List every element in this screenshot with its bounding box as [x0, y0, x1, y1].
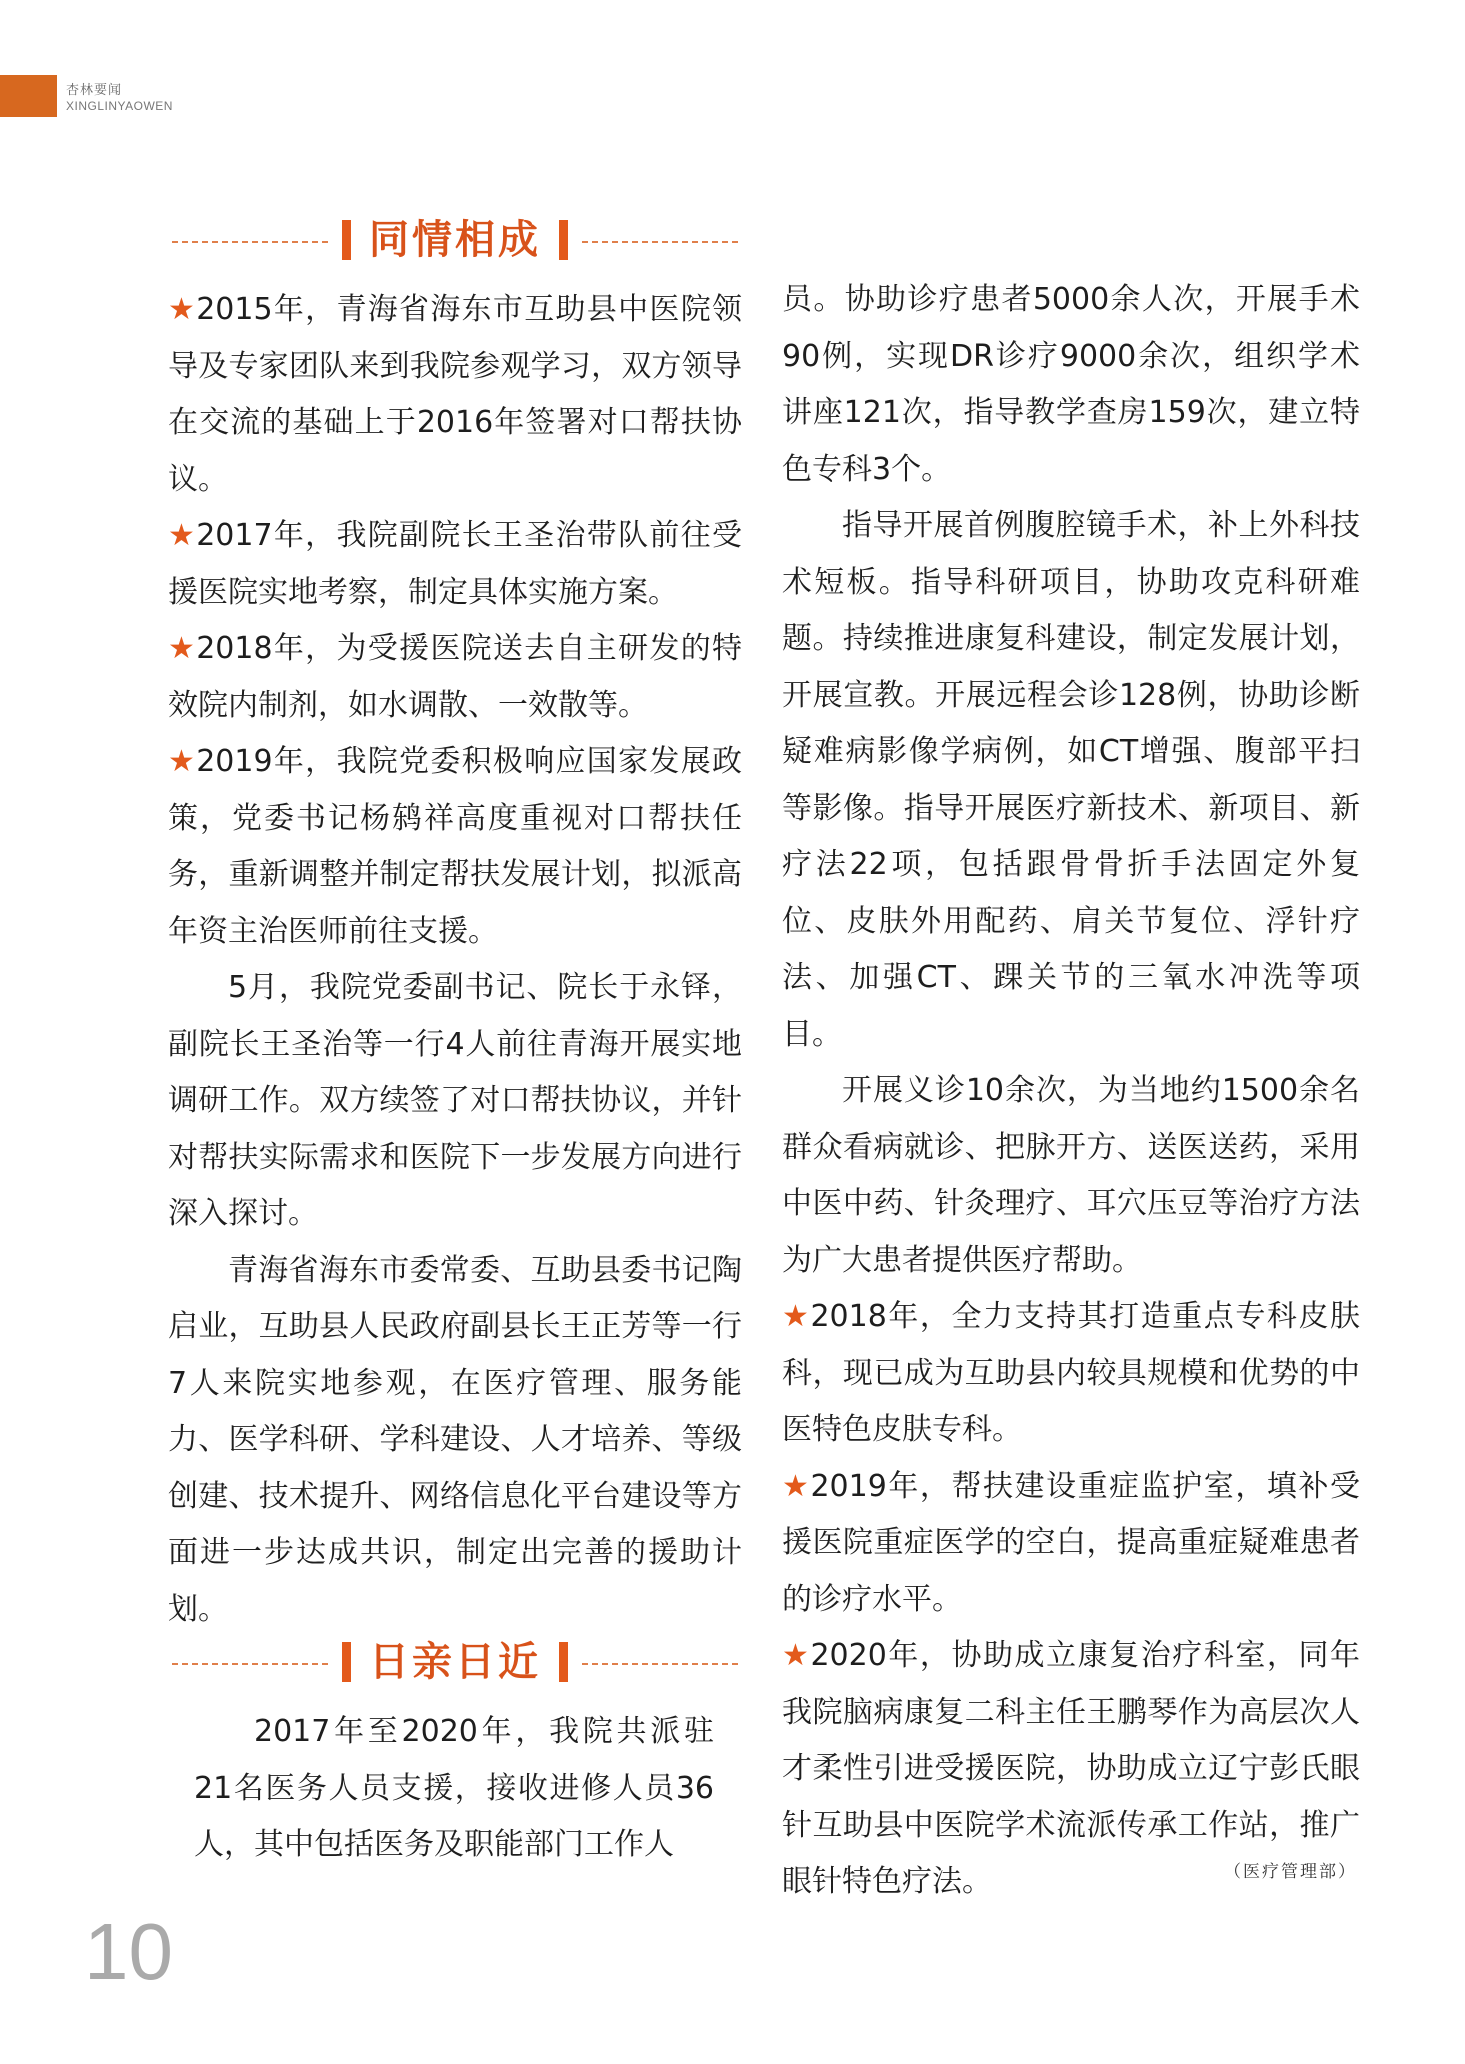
- paragraph: 青海省海东市委常委、互助县委书记陶启业，互助县人民政府副县长王正芳等一行7人来院实地参观，在医疗管理、服务能力、医学科研、学科建设、人才培养、等级创建、技术提升、网络信息化平台建设等方面进一步达成共识，制定出完善的援助计划。: [168, 1252, 742, 1627]
- paragraph: ★2015年，青海省海东市互助县中医院领导及专家团队来到我院参观学习，双方领导在交流的基础上于2016年签署对口帮扶协议。: [168, 292, 742, 497]
- star-icon: ★: [168, 744, 197, 779]
- paragraph: 指导开展首例腹腔镜手术，补上外科技术短板。指导科研项目，协助攻克科研难题。持续推进康复科建设，制定发展计划，开展宣教。开展远程会诊128例，协助诊断疑难病影像学病例，如CT增强、腹部平扫等影像。指导开展医疗新技术、新项目、新疗法22项，包括跟骨骨折手法固定外复位、皮肤外用配药、肩关节复位、浮针疗法、加强CT、踝关节的三氧水冲洗等项目。: [782, 508, 1360, 1052]
- section-heading: [168, 210, 742, 272]
- paragraph: 员。协助诊疗患者5000余人次，开展手术90例，实现DR诊疗9000余次，组织学术讲座121次，指导教学查房159次，建立特色专科3个。: [782, 282, 1360, 487]
- paragraph: 5月，我院党委副书记、院长于永铎，副院长王圣治等一行4人前往青海开展实地调研工作。双方续签了对口帮扶协议，并针对帮扶实际需求和医院下一步发展方向进行深入探讨。: [168, 970, 742, 1231]
- left-column-lower: [168, 1632, 742, 1874]
- section-heading: [168, 1632, 742, 1694]
- header-section-title-en: XINGLINYAOWEN: [66, 99, 173, 113]
- heading-dashed-rule: [582, 241, 738, 243]
- star-icon: ★: [168, 292, 197, 327]
- page-number: 10: [84, 1907, 173, 1996]
- author-department: （医疗管理部）: [1224, 1862, 1357, 1882]
- star-icon: ★: [782, 1638, 811, 1673]
- paragraph: ★2019年，帮扶建设重症监护室，填补受援医院重症医学的空白，提高重症疑难患者的诊疗水平。: [782, 1468, 1360, 1617]
- star-icon: ★: [168, 518, 197, 553]
- paragraph: 2017年至2020年，我院共派驻21名医务人员支援，接收进修人员36人，其中包括医务及职能部门工作人: [194, 1714, 714, 1862]
- left-column: [168, 210, 742, 1638]
- paragraph: 开展义诊10余次，为当地约1500余名群众看病就诊、把脉开方、送医送药，采用中医中药、针灸理疗、耳穴压豆等治疗方法为广大患者提供医疗帮助。: [782, 1073, 1360, 1278]
- star-icon: ★: [782, 1468, 811, 1504]
- paragraph: ★2018年，全力支持其打造重点专科皮肤科，现已成为互助县内较具规模和优势的中医特色皮肤专科。: [782, 1299, 1360, 1447]
- heading-bar: [559, 1642, 568, 1682]
- star-icon: ★: [782, 1299, 811, 1334]
- paragraph: ★2019年，我院党委积极响应国家发展政策，党委书记杨鸫祥高度重视对口帮扶任务，重新调整并制定帮扶发展计划，拟派高年资主治医师前往支援。: [168, 744, 742, 949]
- heading-dashed-rule: [582, 1663, 738, 1665]
- section-title: 日亲日近: [369, 1638, 541, 1685]
- section-title: 同情相成: [369, 216, 541, 263]
- star-icon: ★: [168, 631, 197, 666]
- heading-bar: [559, 220, 568, 260]
- paragraph: ★2020年，协助成立康复治疗科室，同年我院脑病康复二科主任王鹏琴作为高层次人才柔性引进受援医院，协助成立辽宁彭氏眼针互助县中医院学术流派传承工作站，推广眼针特色疗法。: [782, 1638, 1360, 1899]
- paragraph: ★2017年，我院副院长王圣治带队前往受援医院实地考察，制定具体实施方案。: [168, 518, 742, 610]
- paragraph: ★2018年，为受援医院送去自主研发的特效院内制剂，如水调散、一效散等。: [168, 631, 742, 723]
- right-column: [782, 272, 1360, 1911]
- header-color-block: [0, 75, 57, 117]
- header-section-title: 杏林要闻: [66, 83, 123, 98]
